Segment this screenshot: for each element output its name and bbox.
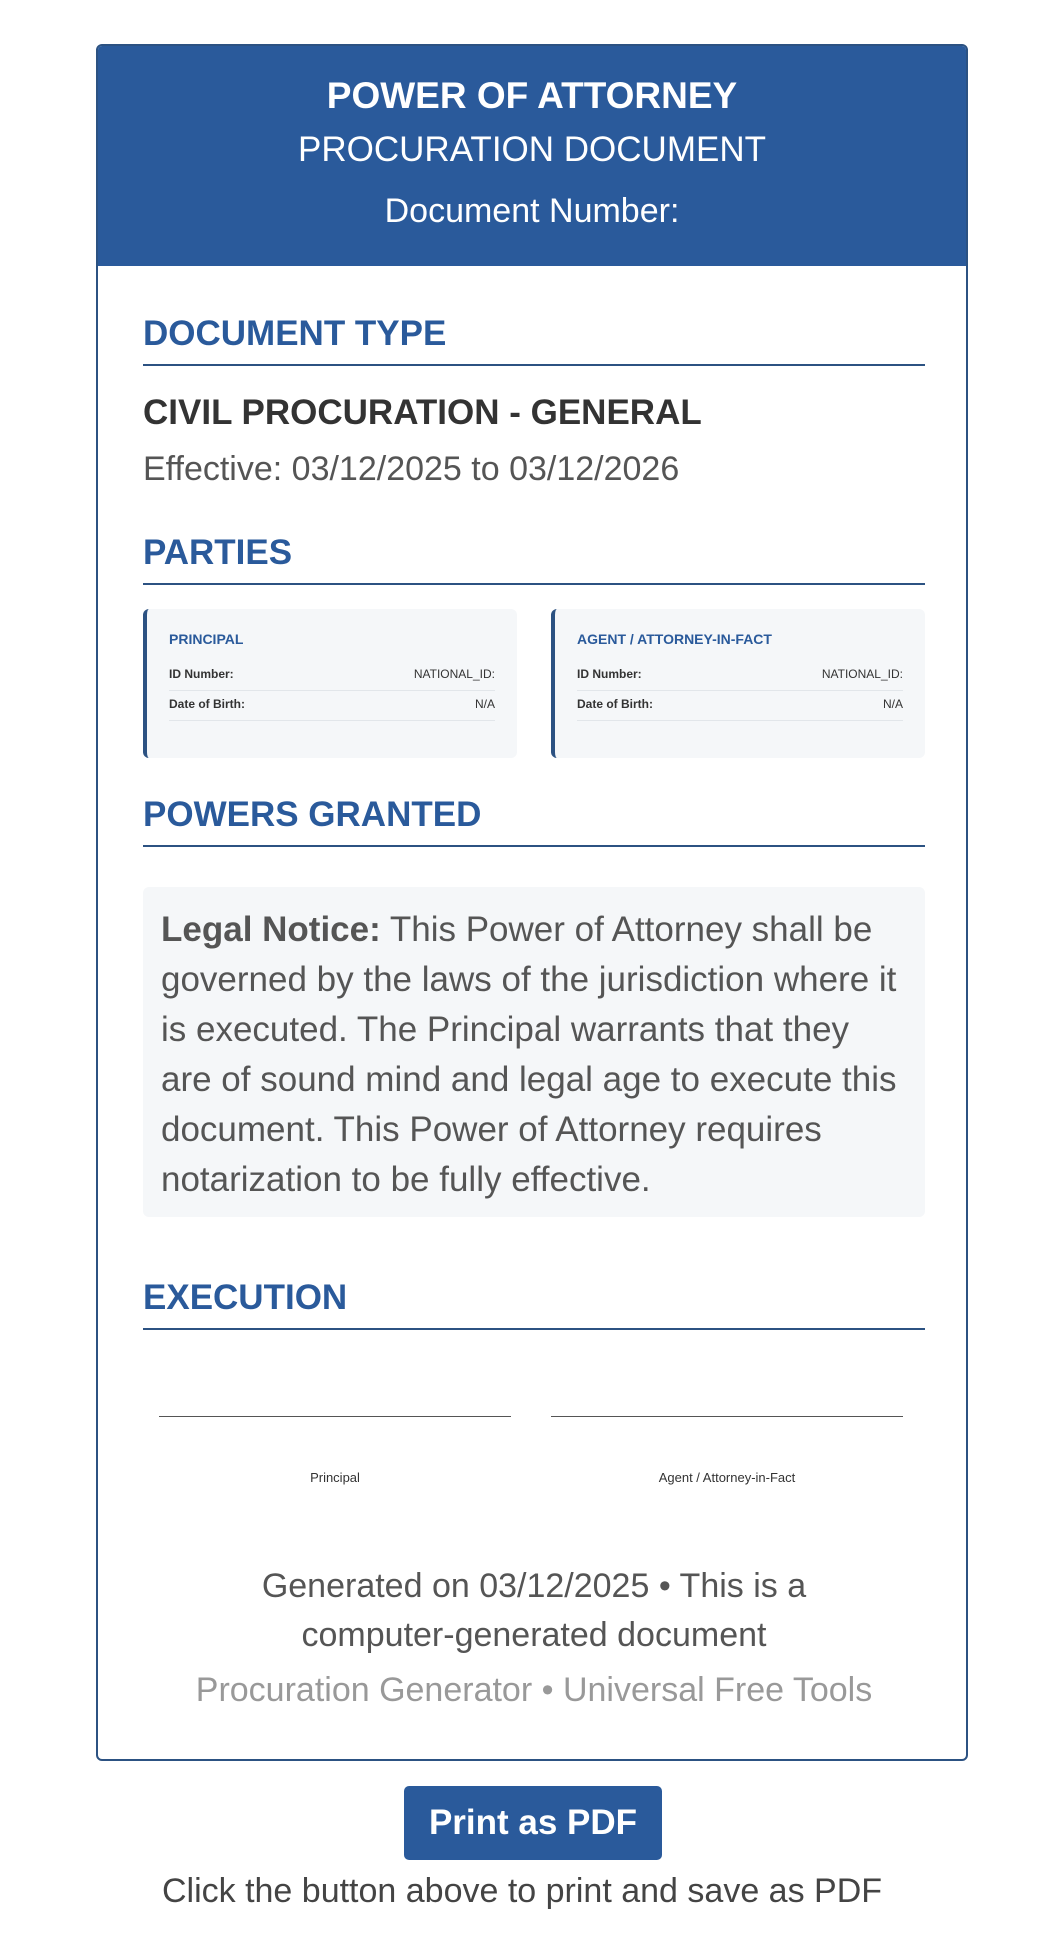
party-row-dob	[577, 691, 903, 721]
document-card	[96, 44, 968, 1761]
section-heading-document-type: DOCUMENT TYPE	[143, 314, 925, 366]
document-header	[98, 46, 966, 266]
row-value: NATIONAL_ID:	[821, 667, 903, 681]
section-heading-powers: POWERS GRANTED	[143, 795, 925, 847]
row-label: Date of Birth:	[577, 697, 653, 711]
party-card-principal	[143, 609, 517, 758]
signature-label-principal: Principal	[310, 1470, 360, 1485]
party-row-id	[169, 661, 495, 691]
row-label: Date of Birth:	[169, 697, 245, 711]
print-hint: Click the button above to print and save as PDF	[161, 1872, 883, 1910]
row-label: ID Number:	[169, 667, 234, 681]
legal-notice-label: Legal Notice:	[161, 910, 381, 949]
legal-notice	[143, 887, 925, 1217]
effective-dates: Effective: 03/12/2025 to 03/12/2026	[143, 450, 680, 488]
row-value: NATIONAL_ID:	[413, 667, 495, 681]
row-value: N/A	[882, 697, 903, 711]
section-heading-parties: PARTIES	[143, 533, 925, 585]
document-subtitle: PROCURATION DOCUMENT	[298, 130, 766, 169]
section-heading-execution: EXECUTION	[143, 1278, 925, 1330]
signature-line-principal	[159, 1416, 511, 1417]
brand-note: Procuration Generator • Universal Free Tools	[195, 1671, 873, 1709]
signature-label-agent: Agent / Attorney-in-Fact	[658, 1470, 796, 1485]
signature-line-agent	[551, 1416, 903, 1417]
document-type-value: CIVIL PROCURATION - GENERAL	[143, 393, 702, 432]
party-title: PRINCIPAL	[169, 631, 244, 647]
document-title: POWER OF ATTORNEY	[326, 75, 738, 116]
party-title: AGENT / ATTORNEY-IN-FACT	[577, 631, 772, 647]
legal-notice-text: This Power of Attorney shall be governed by the laws of the jurisdiction where it is executed. The Principal warrants that they are of sound mind and legal age to execute this document. This Power of Attorney requires notarization to be fully effective.	[161, 910, 897, 1199]
document-number: Document Number:	[384, 192, 680, 230]
row-label: ID Number:	[577, 667, 642, 681]
generated-note: Generated on 03/12/2025 • This is a computer-generated document	[261, 1567, 807, 1654]
party-row-id	[577, 661, 903, 691]
print-pdf-button[interactable]: Print as PDF	[404, 1786, 662, 1860]
party-card-agent	[551, 609, 925, 758]
party-row-dob	[169, 691, 495, 721]
row-value: N/A	[474, 697, 495, 711]
